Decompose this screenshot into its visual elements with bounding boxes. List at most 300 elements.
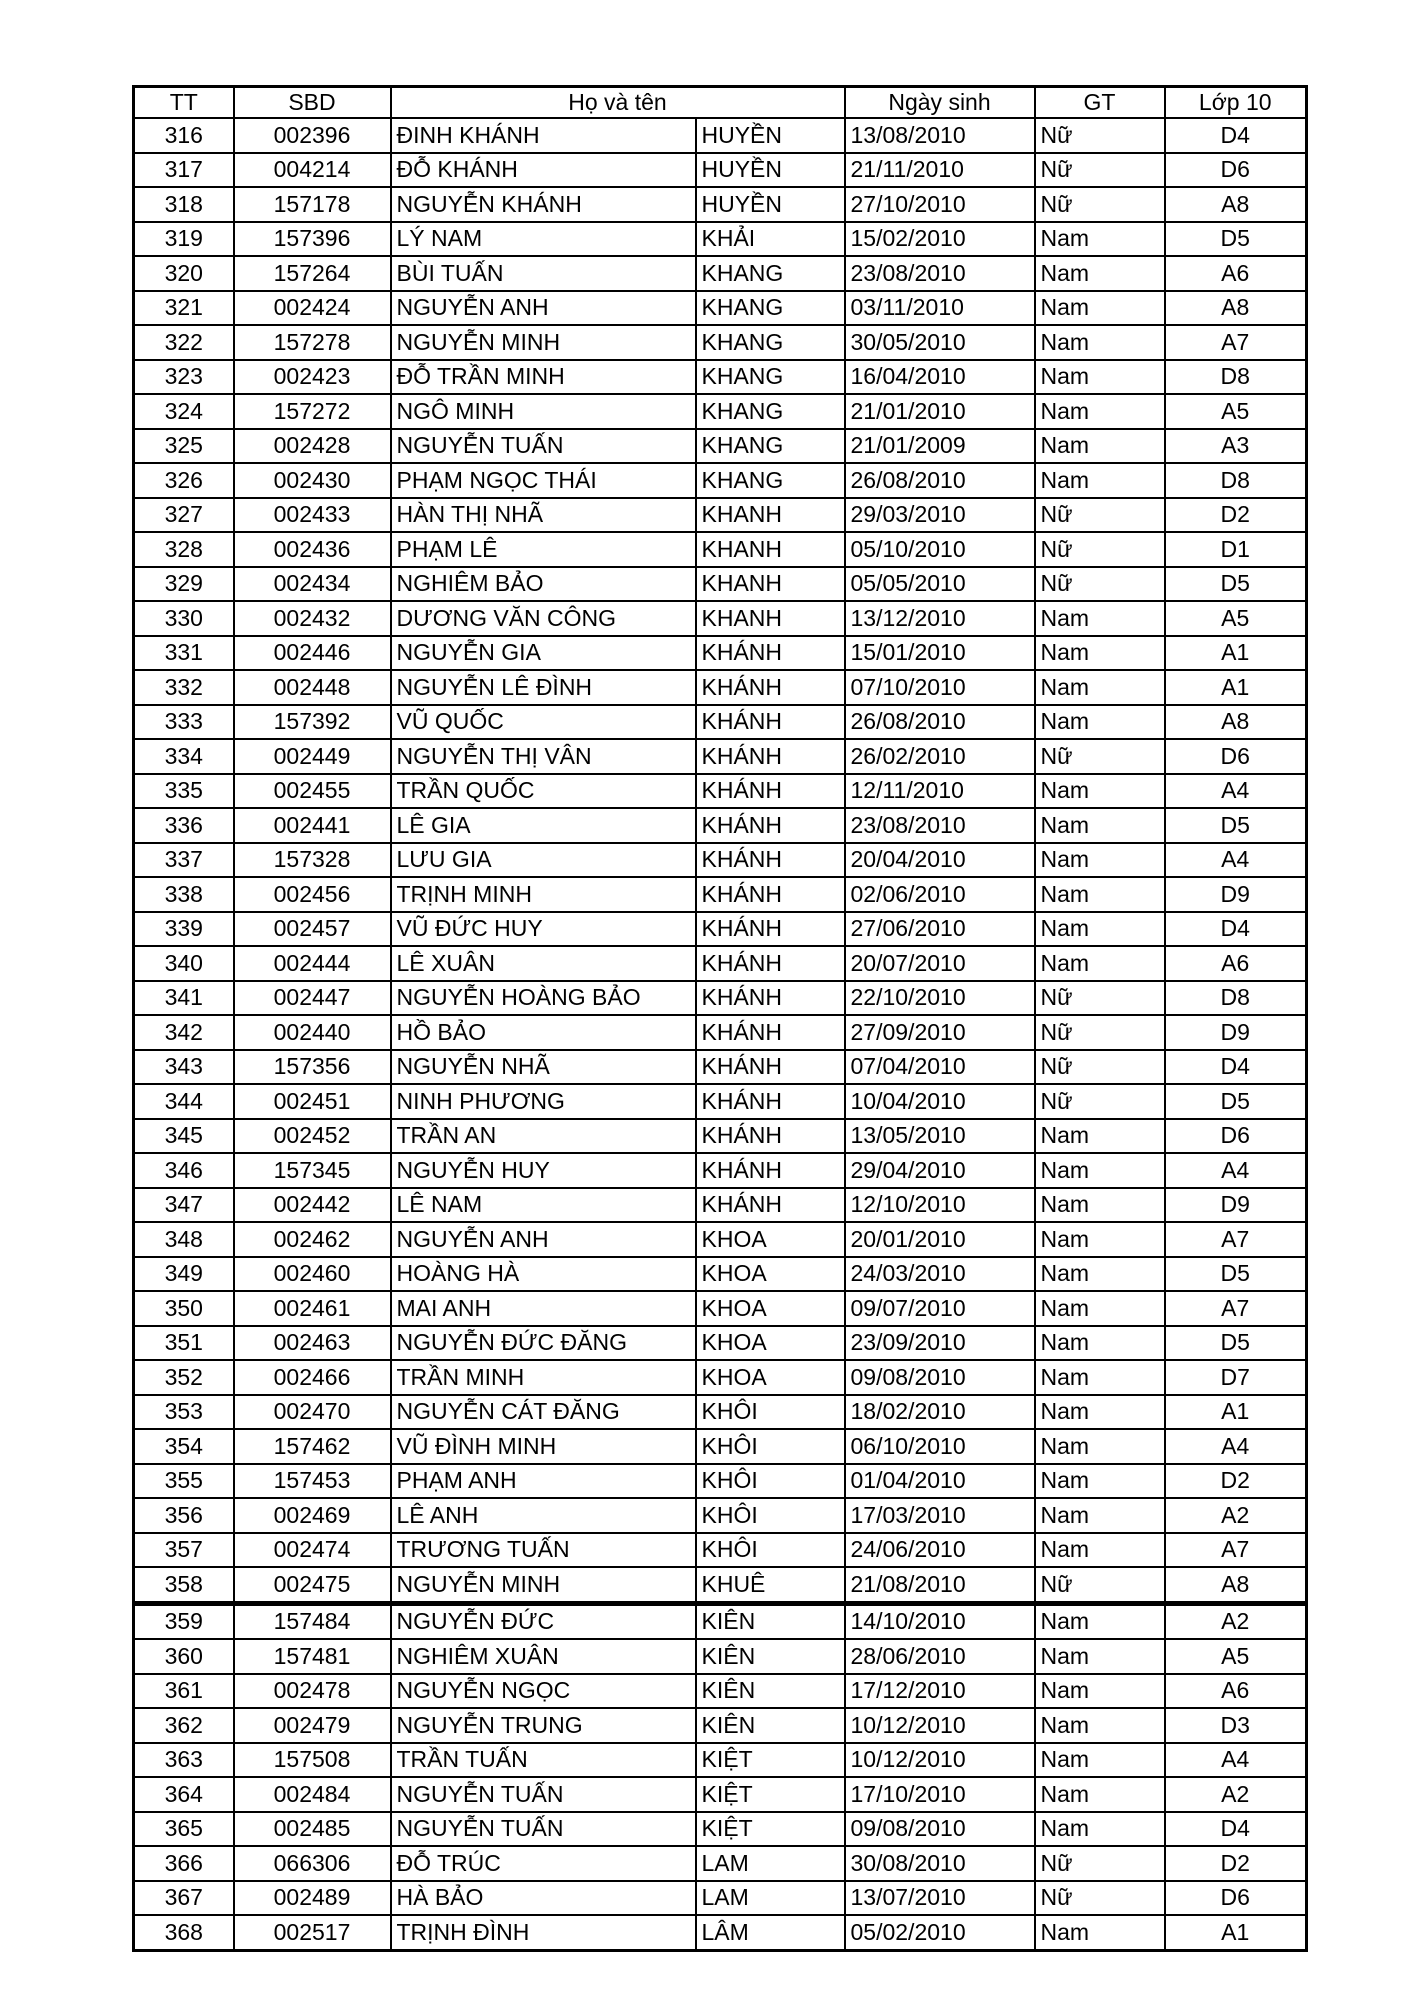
- given-name-cell: KHÁNH: [696, 636, 845, 671]
- tt-cell: 360: [134, 1639, 234, 1674]
- class-cell: A4: [1165, 1743, 1307, 1778]
- sbd-cell: 157484: [234, 1603, 391, 1639]
- surname-cell: NGUYỄN MINH: [391, 325, 696, 360]
- tt-cell: 317: [134, 153, 234, 188]
- table-row: [134, 636, 1307, 671]
- given-name-cell: KHÁNH: [696, 946, 845, 981]
- tt-cell: 346: [134, 1153, 234, 1188]
- sbd-cell: 002461: [234, 1291, 391, 1326]
- surname-cell: LƯU GIA: [391, 843, 696, 878]
- class-cell: A8: [1165, 187, 1307, 222]
- surname-cell: NGUYỄN TUẤN: [391, 1812, 696, 1847]
- given-name-cell: KHUÊ: [696, 1567, 845, 1603]
- class-cell: D6: [1165, 153, 1307, 188]
- surname-cell: NGUYỄN LÊ ĐÌNH: [391, 670, 696, 705]
- class-cell: A3: [1165, 429, 1307, 464]
- class-cell: A8: [1165, 705, 1307, 740]
- sbd-cell: 157278: [234, 325, 391, 360]
- sbd-cell: 002428: [234, 429, 391, 464]
- tt-cell: 348: [134, 1222, 234, 1257]
- header-class: Lớp 10: [1165, 87, 1307, 119]
- table-row: [134, 1153, 1307, 1188]
- table-row: [134, 532, 1307, 567]
- surname-cell: ĐỖ TRÚC: [391, 1846, 696, 1881]
- given-name-cell: KHANG: [696, 463, 845, 498]
- given-name-cell: KHÁNH: [696, 912, 845, 947]
- dob-cell: 27/06/2010: [845, 912, 1035, 947]
- gender-cell: Nam: [1035, 1153, 1165, 1188]
- table-row: [134, 429, 1307, 464]
- class-cell: D5: [1165, 222, 1307, 257]
- dob-cell: 15/01/2010: [845, 636, 1035, 671]
- surname-cell: LÊ GIA: [391, 808, 696, 843]
- surname-cell: NGUYỄN HUY: [391, 1153, 696, 1188]
- given-name-cell: KIỆT: [696, 1777, 845, 1812]
- class-cell: A8: [1165, 1567, 1307, 1603]
- dob-cell: 20/01/2010: [845, 1222, 1035, 1257]
- given-name-cell: KHÔI: [696, 1395, 845, 1430]
- table-row: [134, 670, 1307, 705]
- class-cell: A4: [1165, 774, 1307, 809]
- surname-cell: NGUYỄN ĐỨC: [391, 1603, 696, 1639]
- tt-cell: 355: [134, 1464, 234, 1499]
- given-name-cell: LAM: [696, 1846, 845, 1881]
- given-name-cell: KHÁNH: [696, 774, 845, 809]
- given-name-cell: KHOA: [696, 1257, 845, 1292]
- gender-cell: Nam: [1035, 1743, 1165, 1778]
- surname-cell: NGUYỄN KHÁNH: [391, 187, 696, 222]
- dob-cell: 12/11/2010: [845, 774, 1035, 809]
- given-name-cell: KHẢI: [696, 222, 845, 257]
- sbd-cell: 002447: [234, 981, 391, 1016]
- given-name-cell: KHOA: [696, 1360, 845, 1395]
- sbd-cell: 157328: [234, 843, 391, 878]
- given-name-cell: KHÔI: [696, 1498, 845, 1533]
- tt-cell: 356: [134, 1498, 234, 1533]
- class-cell: A1: [1165, 670, 1307, 705]
- dob-cell: 02/06/2010: [845, 877, 1035, 912]
- tt-cell: 353: [134, 1395, 234, 1430]
- gender-cell: Nam: [1035, 1222, 1165, 1257]
- surname-cell: ĐINH KHÁNH: [391, 118, 696, 153]
- header-tt: TT: [134, 87, 234, 119]
- dob-cell: 27/09/2010: [845, 1015, 1035, 1050]
- tt-cell: 334: [134, 739, 234, 774]
- sbd-cell: 002460: [234, 1257, 391, 1292]
- surname-cell: NGUYỄN GIA: [391, 636, 696, 671]
- surname-cell: NGUYỄN CÁT ĐĂNG: [391, 1395, 696, 1430]
- given-name-cell: KHÁNH: [696, 1119, 845, 1154]
- table-row: [134, 463, 1307, 498]
- gender-cell: Nam: [1035, 1395, 1165, 1430]
- tt-cell: 341: [134, 981, 234, 1016]
- table-row: [134, 1639, 1307, 1674]
- given-name-cell: KHANG: [696, 291, 845, 326]
- header-sbd: SBD: [234, 87, 391, 119]
- table-row: [134, 394, 1307, 429]
- gender-cell: Nam: [1035, 1429, 1165, 1464]
- tt-cell: 330: [134, 601, 234, 636]
- tt-cell: 320: [134, 256, 234, 291]
- dob-cell: 27/10/2010: [845, 187, 1035, 222]
- surname-cell: VŨ ĐÌNH MINH: [391, 1429, 696, 1464]
- sbd-cell: 157356: [234, 1050, 391, 1085]
- gender-cell: Nữ: [1035, 1050, 1165, 1085]
- surname-cell: HOÀNG HÀ: [391, 1257, 696, 1292]
- class-cell: A7: [1165, 1222, 1307, 1257]
- table-row: [134, 843, 1307, 878]
- sbd-cell: 002451: [234, 1084, 391, 1119]
- gender-cell: Nam: [1035, 1708, 1165, 1743]
- given-name-cell: KIỆT: [696, 1743, 845, 1778]
- dob-cell: 03/11/2010: [845, 291, 1035, 326]
- sbd-cell: 157264: [234, 256, 391, 291]
- given-name-cell: KHÁNH: [696, 1188, 845, 1223]
- table-row: [134, 1915, 1307, 1950]
- class-cell: A5: [1165, 1639, 1307, 1674]
- sbd-cell: 002430: [234, 463, 391, 498]
- sbd-cell: 002474: [234, 1533, 391, 1568]
- gender-cell: Nam: [1035, 1674, 1165, 1709]
- table-row: [134, 1881, 1307, 1916]
- surname-cell: NGUYỄN ANH: [391, 1222, 696, 1257]
- student-table: [132, 85, 1308, 1952]
- class-cell: D4: [1165, 1050, 1307, 1085]
- surname-cell: PHẠM ANH: [391, 1464, 696, 1499]
- sbd-cell: 002449: [234, 739, 391, 774]
- dob-cell: 23/09/2010: [845, 1326, 1035, 1361]
- table-row: [134, 1464, 1307, 1499]
- sbd-cell: 002446: [234, 636, 391, 671]
- tt-cell: 365: [134, 1812, 234, 1847]
- tt-cell: 368: [134, 1915, 234, 1950]
- surname-cell: NGUYỄN TUẤN: [391, 429, 696, 464]
- table-row: [134, 912, 1307, 947]
- table-row: [134, 1429, 1307, 1464]
- table-row: [134, 877, 1307, 912]
- tt-cell: 327: [134, 498, 234, 533]
- table-row: [134, 601, 1307, 636]
- tt-cell: 358: [134, 1567, 234, 1603]
- given-name-cell: KHÔI: [696, 1464, 845, 1499]
- tt-cell: 340: [134, 946, 234, 981]
- surname-cell: NGUYỄN TUẤN: [391, 1777, 696, 1812]
- header-gender: GT: [1035, 87, 1165, 119]
- surname-cell: NINH PHƯƠNG: [391, 1084, 696, 1119]
- tt-cell: 329: [134, 567, 234, 602]
- table-row: [134, 118, 1307, 153]
- gender-cell: Nữ: [1035, 1846, 1165, 1881]
- table-row: [134, 256, 1307, 291]
- tt-cell: 351: [134, 1326, 234, 1361]
- dob-cell: 24/06/2010: [845, 1533, 1035, 1568]
- dob-cell: 06/10/2010: [845, 1429, 1035, 1464]
- gender-cell: Nam: [1035, 705, 1165, 740]
- given-name-cell: KHÁNH: [696, 1084, 845, 1119]
- gender-cell: Nữ: [1035, 1015, 1165, 1050]
- student-table-body: [134, 118, 1307, 1950]
- surname-cell: NGUYỄN TRUNG: [391, 1708, 696, 1743]
- dob-cell: 23/08/2010: [845, 808, 1035, 843]
- sbd-cell: 002424: [234, 291, 391, 326]
- surname-cell: TRẦN MINH: [391, 1360, 696, 1395]
- given-name-cell: KHANH: [696, 567, 845, 602]
- sbd-cell: 002466: [234, 1360, 391, 1395]
- tt-cell: 352: [134, 1360, 234, 1395]
- given-name-cell: KHÁNH: [696, 1153, 845, 1188]
- given-name-cell: KHANG: [696, 360, 845, 395]
- table-row: [134, 1812, 1307, 1847]
- class-cell: D5: [1165, 1326, 1307, 1361]
- header-row: [134, 87, 1307, 119]
- tt-cell: 337: [134, 843, 234, 878]
- class-cell: D9: [1165, 1015, 1307, 1050]
- class-cell: D5: [1165, 567, 1307, 602]
- gender-cell: Nữ: [1035, 1084, 1165, 1119]
- table-row: [134, 1533, 1307, 1568]
- table-row: [134, 739, 1307, 774]
- surname-cell: MAI ANH: [391, 1291, 696, 1326]
- sbd-cell: 157272: [234, 394, 391, 429]
- given-name-cell: KIÊN: [696, 1639, 845, 1674]
- sbd-cell: 157453: [234, 1464, 391, 1499]
- tt-cell: 345: [134, 1119, 234, 1154]
- table-row: [134, 222, 1307, 257]
- table-row: [134, 981, 1307, 1016]
- dob-cell: 21/01/2010: [845, 394, 1035, 429]
- sbd-cell: 157481: [234, 1639, 391, 1674]
- sbd-cell: 002436: [234, 532, 391, 567]
- tt-cell: 364: [134, 1777, 234, 1812]
- dob-cell: 07/10/2010: [845, 670, 1035, 705]
- tt-cell: 332: [134, 670, 234, 705]
- given-name-cell: HUYỀN: [696, 187, 845, 222]
- tt-cell: 347: [134, 1188, 234, 1223]
- class-cell: A5: [1165, 601, 1307, 636]
- tt-cell: 361: [134, 1674, 234, 1709]
- sbd-cell: 002396: [234, 118, 391, 153]
- dob-cell: 18/02/2010: [845, 1395, 1035, 1430]
- table-row: [134, 1567, 1307, 1603]
- class-cell: D4: [1165, 118, 1307, 153]
- gender-cell: Nam: [1035, 636, 1165, 671]
- tt-cell: 357: [134, 1533, 234, 1568]
- surname-cell: TRỊNH MINH: [391, 877, 696, 912]
- gender-cell: Nam: [1035, 946, 1165, 981]
- given-name-cell: KIÊN: [696, 1708, 845, 1743]
- dob-cell: 07/04/2010: [845, 1050, 1035, 1085]
- class-cell: A1: [1165, 636, 1307, 671]
- dob-cell: 09/07/2010: [845, 1291, 1035, 1326]
- table-row: [134, 187, 1307, 222]
- dob-cell: 30/08/2010: [845, 1846, 1035, 1881]
- tt-cell: 344: [134, 1084, 234, 1119]
- class-cell: D6: [1165, 1119, 1307, 1154]
- surname-cell: VŨ ĐỨC HUY: [391, 912, 696, 947]
- surname-cell: NGUYỄN ANH: [391, 291, 696, 326]
- surname-cell: NGHIÊM XUÂN: [391, 1639, 696, 1674]
- given-name-cell: KHANG: [696, 394, 845, 429]
- table-row: [134, 567, 1307, 602]
- gender-cell: Nam: [1035, 670, 1165, 705]
- dob-cell: 26/02/2010: [845, 739, 1035, 774]
- dob-cell: 13/07/2010: [845, 1881, 1035, 1916]
- sbd-cell: 002457: [234, 912, 391, 947]
- class-cell: D4: [1165, 912, 1307, 947]
- given-name-cell: KHÁNH: [696, 739, 845, 774]
- dob-cell: 13/12/2010: [845, 601, 1035, 636]
- given-name-cell: KHANH: [696, 532, 845, 567]
- gender-cell: Nam: [1035, 1777, 1165, 1812]
- table-row: [134, 946, 1307, 981]
- tt-cell: 343: [134, 1050, 234, 1085]
- gender-cell: Nam: [1035, 291, 1165, 326]
- class-cell: A4: [1165, 843, 1307, 878]
- gender-cell: Nam: [1035, 1291, 1165, 1326]
- surname-cell: LÝ NAM: [391, 222, 696, 257]
- sbd-cell: 002456: [234, 877, 391, 912]
- table-row: [134, 1360, 1307, 1395]
- given-name-cell: KHOA: [696, 1291, 845, 1326]
- surname-cell: DƯƠNG VĂN CÔNG: [391, 601, 696, 636]
- surname-cell: NGUYỄN THỊ VÂN: [391, 739, 696, 774]
- given-name-cell: KHOA: [696, 1326, 845, 1361]
- given-name-cell: KHANH: [696, 498, 845, 533]
- given-name-cell: KIÊN: [696, 1603, 845, 1639]
- surname-cell: ĐỖ TRẦN MINH: [391, 360, 696, 395]
- dob-cell: 16/04/2010: [845, 360, 1035, 395]
- table-row: [134, 1674, 1307, 1709]
- dob-cell: 23/08/2010: [845, 256, 1035, 291]
- given-name-cell: KHANG: [696, 256, 845, 291]
- gender-cell: Nam: [1035, 325, 1165, 360]
- tt-cell: 323: [134, 360, 234, 395]
- given-name-cell: LÂM: [696, 1915, 845, 1950]
- class-cell: D6: [1165, 1881, 1307, 1916]
- surname-cell: TRƯƠNG TUẤN: [391, 1533, 696, 1568]
- class-cell: A6: [1165, 946, 1307, 981]
- tt-cell: 324: [134, 394, 234, 429]
- surname-cell: LÊ NAM: [391, 1188, 696, 1223]
- sbd-cell: 157345: [234, 1153, 391, 1188]
- class-cell: A6: [1165, 256, 1307, 291]
- dob-cell: 01/04/2010: [845, 1464, 1035, 1499]
- surname-cell: VŨ QUỐC: [391, 705, 696, 740]
- class-cell: D8: [1165, 981, 1307, 1016]
- sbd-cell: 002478: [234, 1674, 391, 1709]
- gender-cell: Nam: [1035, 1639, 1165, 1674]
- sbd-cell: 004214: [234, 153, 391, 188]
- gender-cell: Nữ: [1035, 187, 1165, 222]
- table-row: [134, 808, 1307, 843]
- sbd-cell: 002452: [234, 1119, 391, 1154]
- tt-cell: 321: [134, 291, 234, 326]
- dob-cell: 10/12/2010: [845, 1743, 1035, 1778]
- dob-cell: 13/08/2010: [845, 118, 1035, 153]
- tt-cell: 354: [134, 1429, 234, 1464]
- dob-cell: 17/12/2010: [845, 1674, 1035, 1709]
- dob-cell: 20/07/2010: [845, 946, 1035, 981]
- surname-cell: PHẠM LÊ: [391, 532, 696, 567]
- gender-cell: Nữ: [1035, 739, 1165, 774]
- tt-cell: 322: [134, 325, 234, 360]
- class-cell: A4: [1165, 1153, 1307, 1188]
- dob-cell: 29/04/2010: [845, 1153, 1035, 1188]
- gender-cell: Nam: [1035, 808, 1165, 843]
- dob-cell: 09/08/2010: [845, 1360, 1035, 1395]
- class-cell: D3: [1165, 1708, 1307, 1743]
- class-cell: D5: [1165, 1257, 1307, 1292]
- sbd-cell: 002463: [234, 1326, 391, 1361]
- tt-cell: 328: [134, 532, 234, 567]
- gender-cell: Nữ: [1035, 567, 1165, 602]
- gender-cell: Nữ: [1035, 498, 1165, 533]
- table-row: [134, 325, 1307, 360]
- gender-cell: Nam: [1035, 1464, 1165, 1499]
- tt-cell: 326: [134, 463, 234, 498]
- dob-cell: 28/06/2010: [845, 1639, 1035, 1674]
- given-name-cell: KHANG: [696, 429, 845, 464]
- gender-cell: Nam: [1035, 1498, 1165, 1533]
- class-cell: A6: [1165, 1674, 1307, 1709]
- sbd-cell: 157508: [234, 1743, 391, 1778]
- class-cell: D5: [1165, 808, 1307, 843]
- dob-cell: 14/10/2010: [845, 1603, 1035, 1639]
- dob-cell: 17/03/2010: [845, 1498, 1035, 1533]
- table-row: [134, 1050, 1307, 1085]
- given-name-cell: KHANH: [696, 601, 845, 636]
- surname-cell: NGUYỄN MINH: [391, 1567, 696, 1603]
- gender-cell: Nam: [1035, 463, 1165, 498]
- class-cell: A2: [1165, 1777, 1307, 1812]
- surname-cell: NGUYỄN NHÃ: [391, 1050, 696, 1085]
- sbd-cell: 002455: [234, 774, 391, 809]
- class-cell: D2: [1165, 1846, 1307, 1881]
- gender-cell: Nam: [1035, 1119, 1165, 1154]
- dob-cell: 29/03/2010: [845, 498, 1035, 533]
- dob-cell: 17/10/2010: [845, 1777, 1035, 1812]
- sbd-cell: 002475: [234, 1567, 391, 1603]
- given-name-cell: KHÔI: [696, 1533, 845, 1568]
- class-cell: D2: [1165, 498, 1307, 533]
- table-row: [134, 1084, 1307, 1119]
- dob-cell: 10/12/2010: [845, 1708, 1035, 1743]
- sbd-cell: 002448: [234, 670, 391, 705]
- dob-cell: 13/05/2010: [845, 1119, 1035, 1154]
- sbd-cell: 002441: [234, 808, 391, 843]
- surname-cell: HÀ BẢO: [391, 1881, 696, 1916]
- dob-cell: 26/08/2010: [845, 705, 1035, 740]
- tt-cell: 318: [134, 187, 234, 222]
- gender-cell: Nam: [1035, 1603, 1165, 1639]
- surname-cell: NGHIÊM BẢO: [391, 567, 696, 602]
- given-name-cell: HUYỀN: [696, 118, 845, 153]
- sbd-cell: 002462: [234, 1222, 391, 1257]
- surname-cell: HÀN THỊ NHÃ: [391, 498, 696, 533]
- class-cell: A2: [1165, 1498, 1307, 1533]
- gender-cell: Nam: [1035, 601, 1165, 636]
- surname-cell: NGÔ MINH: [391, 394, 696, 429]
- sbd-cell: 002432: [234, 601, 391, 636]
- sbd-cell: 002470: [234, 1395, 391, 1430]
- sbd-cell: 002444: [234, 946, 391, 981]
- sbd-cell: 002479: [234, 1708, 391, 1743]
- gender-cell: Nam: [1035, 222, 1165, 257]
- table-row: [134, 360, 1307, 395]
- class-cell: A8: [1165, 291, 1307, 326]
- given-name-cell: LAM: [696, 1881, 845, 1916]
- sbd-cell: 002489: [234, 1881, 391, 1916]
